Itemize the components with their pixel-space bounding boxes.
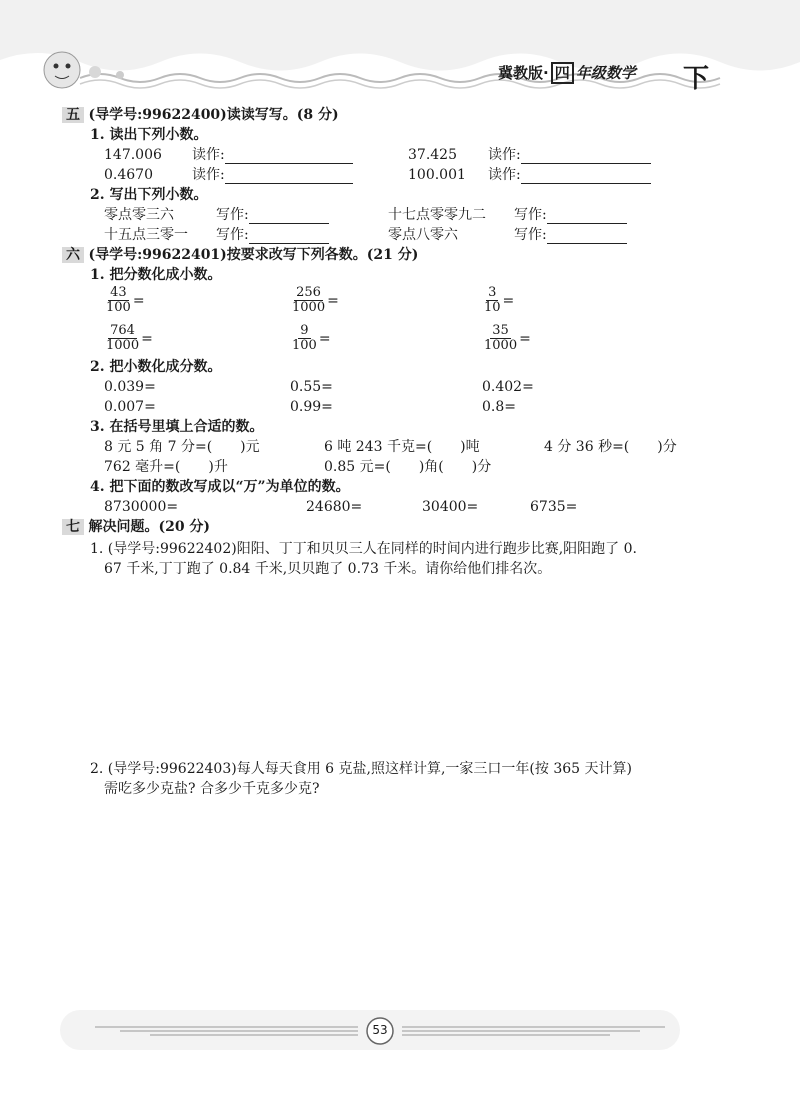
section-7-heading [62, 518, 210, 536]
denominator: 1000 [292, 300, 326, 315]
fill-blank-item: 4 分 36 秒=( )分 [544, 439, 677, 455]
decimal-to-fraction-item: 0.55= [290, 379, 333, 395]
equals-sign: = [141, 330, 153, 347]
fraction [104, 286, 133, 315]
fraction-item [290, 324, 331, 353]
numerator: 764 [110, 323, 135, 338]
prompt-label: 写作: [514, 227, 547, 243]
footer-decoration [0, 1000, 800, 1060]
fraction [482, 286, 503, 315]
answer-blank[interactable] [547, 229, 627, 244]
section-marker: 五 [62, 107, 84, 123]
write-item [104, 206, 329, 224]
section-marker: 七 [62, 519, 84, 535]
fraction [482, 324, 519, 353]
read-item [104, 146, 353, 164]
decimal-to-fraction-item: 0.99= [290, 399, 333, 415]
question-label: 1. 读出下列小数。 [90, 127, 208, 143]
write-item [388, 226, 627, 244]
question-label: 1. 把分数化成小数。 [90, 267, 222, 283]
fraction [290, 324, 319, 353]
fraction [104, 324, 141, 353]
prompt-label: 读作: [488, 167, 521, 183]
section-title: (导学号:99622401)按要求改写下列各数。(21 分) [88, 247, 419, 263]
decimal-number: 0.4670 [104, 167, 153, 183]
decimal-number: 100.001 [408, 167, 466, 183]
read-item [104, 166, 353, 184]
section-marker: 六 [62, 247, 84, 263]
decimal-to-fraction-item: 0.039= [104, 379, 156, 395]
header-title [498, 62, 636, 83]
prompt-label: 写作: [514, 207, 547, 223]
denominator: 10 [484, 300, 501, 315]
problem-1-line-1: 1. (导学号:99622402)阳阳、丁丁和贝贝三人在同样的时间内进行跑步比赛,阳阳跑了 0. [90, 541, 637, 557]
decimal-to-fraction-item: 0.007= [104, 399, 156, 415]
chinese-decimal: 十七点零零九二 [388, 207, 486, 223]
fraction-item [290, 286, 339, 315]
question-label: 3. 在括号里填上合适的数。 [90, 419, 264, 435]
answer-blank[interactable] [225, 169, 353, 184]
decimal-to-fraction-item: 0.402= [482, 379, 534, 395]
chinese-decimal: 零点八零六 [388, 227, 458, 243]
fraction [290, 286, 327, 315]
rewrite-item: 24680= [306, 499, 363, 515]
section-title: 解决问题。(20 分) [88, 519, 211, 535]
fraction-item [104, 286, 145, 315]
equals-sign: = [132, 292, 145, 309]
denominator: 100 [292, 338, 317, 353]
equals-sign: = [318, 330, 331, 347]
equals-sign: = [327, 292, 339, 309]
decimal-number: 37.425 [408, 147, 457, 163]
page-number: 53 [372, 1023, 388, 1037]
chinese-decimal: 十五点三零一 [104, 227, 188, 243]
prompt-label: 写作: [216, 207, 249, 223]
denominator: 1000 [106, 338, 140, 353]
decimal-number: 147.006 [104, 147, 162, 163]
prompt-label: 写作: [216, 227, 249, 243]
section-5-heading [62, 106, 339, 124]
fill-blank-item: 762 毫升=( )升 [104, 459, 228, 475]
fill-blank-item: 8 元 5 角 7 分=( )元 [104, 439, 260, 455]
numerator: 43 [110, 285, 127, 300]
grade-text: 年级数学 [575, 64, 636, 82]
fraction-item [482, 324, 531, 353]
denominator: 100 [106, 300, 131, 315]
grade-mark: 四 [551, 62, 574, 84]
read-item [408, 146, 651, 164]
header-decoration [0, 0, 800, 100]
denominator: 1000 [484, 338, 518, 353]
rewrite-item: 6735= [530, 499, 578, 515]
question-label: 4. 把下面的数改写成以“万”为单位的数。 [90, 479, 350, 495]
answer-blank[interactable] [521, 169, 651, 184]
edition-label: 冀教版· [498, 64, 549, 82]
problem-2-line-1: 2. (导学号:99622403)每人每天食用 6 克盐,照这样计算,一家三口一年(按 365 天计算) [90, 761, 632, 777]
section-title: (导学号:99622400)读读写写。(8 分) [88, 107, 339, 123]
rewrite-item: 30400= [422, 499, 479, 515]
numerator: 256 [296, 285, 321, 300]
fraction-item [104, 324, 153, 353]
equals-sign: = [519, 330, 531, 347]
answer-blank[interactable] [521, 149, 651, 164]
answer-area[interactable] [90, 805, 710, 995]
write-item [104, 226, 329, 244]
problem-1-line-2: 67 千米,丁丁跑了 0.84 千米,贝贝跑了 0.73 千米。请你给他们排名次。 [104, 561, 552, 577]
chinese-decimal: 零点零三六 [104, 207, 174, 223]
numerator: 3 [488, 285, 497, 300]
fraction-item [482, 286, 514, 315]
answer-blank[interactable] [225, 149, 353, 164]
problem-2-line-2: 需吃多少克盐? 合多少千克多少克? [104, 781, 320, 797]
prompt-label: 读作: [192, 147, 225, 163]
numerator: 35 [492, 323, 509, 338]
answer-area[interactable] [90, 585, 710, 745]
equals-sign: = [502, 292, 515, 309]
fill-blank-item: 0.85 元=( )角( )分 [324, 459, 492, 475]
section-6-heading [62, 246, 418, 264]
write-item [388, 206, 627, 224]
decimal-to-fraction-item: 0.8= [482, 399, 516, 415]
numerator: 9 [300, 323, 309, 338]
prompt-label: 读作: [192, 167, 225, 183]
question-label: 2. 把小数化成分数。 [90, 359, 222, 375]
answer-blank[interactable] [249, 229, 329, 244]
prompt-label: 读作: [488, 147, 521, 163]
answer-blank[interactable] [249, 209, 329, 224]
volume-label: 下 [683, 64, 710, 94]
read-item [408, 166, 651, 184]
answer-blank[interactable] [547, 209, 627, 224]
rewrite-item: 8730000= [104, 499, 179, 515]
question-label: 2. 写出下列小数。 [90, 187, 208, 203]
fill-blank-item: 6 吨 243 千克=( )吨 [324, 439, 480, 455]
